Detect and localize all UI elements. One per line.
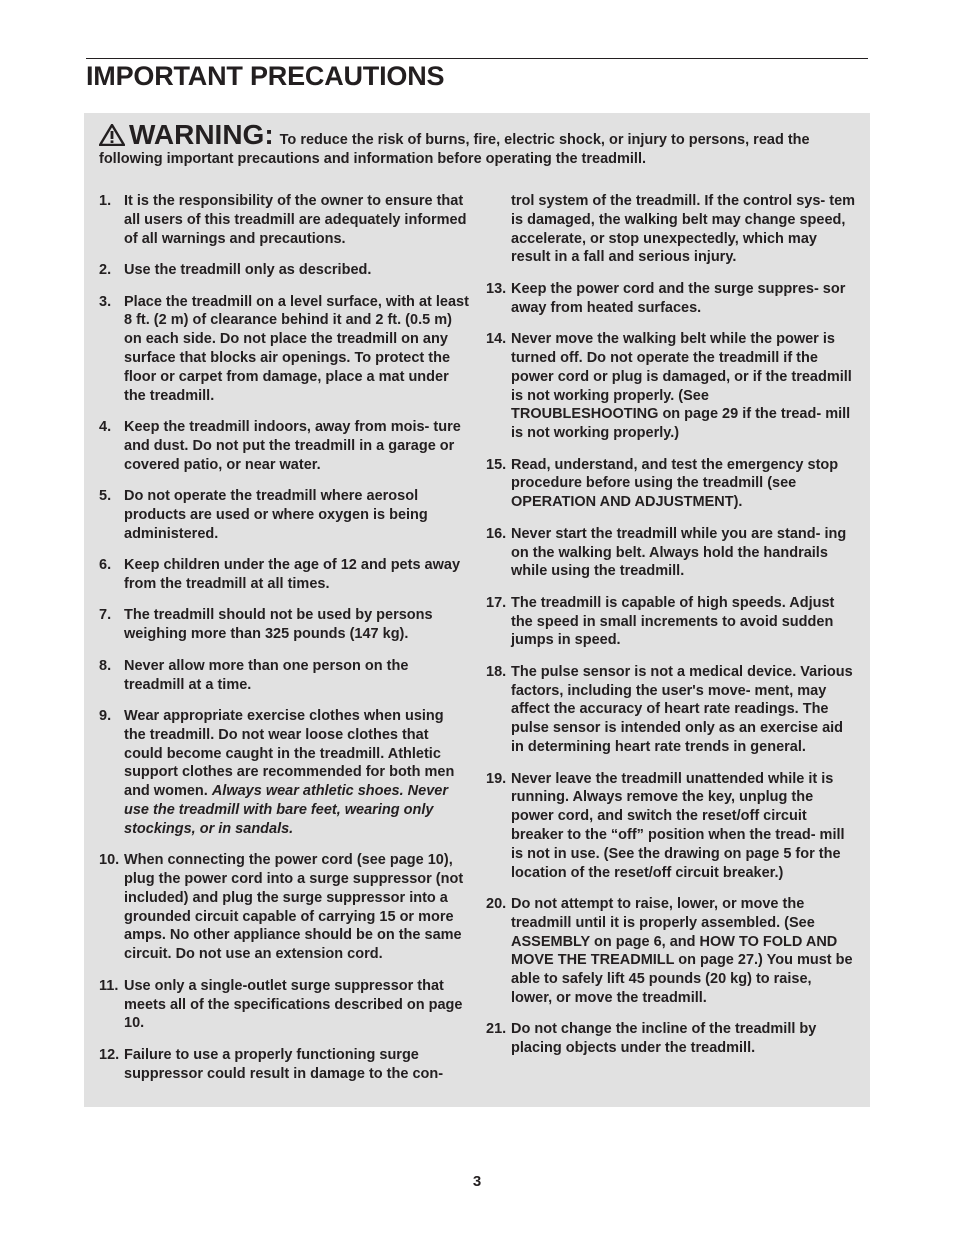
warning-header	[99, 119, 859, 169]
list-item	[99, 657, 469, 695]
list-item-text: Use only a single-outlet surge suppressor that meets all of the specifications described on page 10.	[124, 977, 463, 1032]
list-item-text: trol system of the treadmill. If the control sys- tem is damaged, the walking belt may change speed, accelerate, or stop unexpectedly, which may result in a fall and serious injury.	[511, 193, 856, 266]
list-item	[486, 770, 856, 883]
list-item	[99, 606, 469, 644]
list-item-number: 21.	[486, 1021, 507, 1038]
list-item-text: When connecting the power cord (see page 10), plug the power cord into a surge suppressor (not included) and plug the surge suppressor into a grounded circuit capable of carrying 15 or more amps. No other appliance should be on the same circuit. Do not use an extension cord.	[124, 852, 464, 963]
list-item	[99, 487, 469, 543]
list-item-text: Keep children under the age of 12 and pets away from the treadmill at all times.	[124, 557, 461, 592]
warning-panel	[84, 113, 870, 1107]
list-item	[486, 1020, 856, 1058]
list-item-number: 4.	[99, 419, 112, 436]
list-item	[99, 851, 469, 964]
list-item-number: 18.	[486, 663, 507, 680]
list-item	[99, 707, 469, 839]
list-item	[99, 418, 469, 474]
list-item-text: It is the responsibility of the owner to ensure that all users of this treadmill are adequately informed of all warnings and precautions.	[124, 193, 467, 247]
list-item-number: 19.	[486, 770, 507, 787]
list-item-text: Never leave the treadmill unattended while it is running. Always remove the key, unplug the power cord, and switch the reset/off circuit breaker to the “off” position when the tread- mill is not in use. (See the drawing on page 5 for the location of the reset/off circuit breaker.)	[511, 770, 845, 881]
list-item-number: 5.	[99, 488, 112, 505]
list-item	[99, 192, 469, 248]
list-item-emphasis: Always wear athletic shoes. Never use the treadmill with bare feet, wearing only stockings, or in sandals.	[124, 783, 448, 837]
list-item-text: Keep the treadmill indoors, away from mois- ture and dust. Do not put the treadmill in a garage or covered patio, or near water.	[124, 419, 461, 473]
list-item-number: 1.	[99, 193, 112, 209]
list-item	[99, 977, 469, 1033]
list-item-text: Keep the power cord and the surge suppres- sor away from heated surfaces.	[511, 280, 846, 316]
list-item-number: 9.	[99, 708, 112, 725]
page-number: 3	[472, 1173, 482, 1190]
list-item	[486, 525, 856, 581]
list-item	[486, 456, 856, 512]
list-item-text: The pulse sensor is not a medical device. Various factors, including the user's move- ment, may affect the accuracy of heart rate readings. The pulse sensor is intended only as an exercise aid in determining heart rate trends in general.	[511, 663, 853, 756]
list-item	[486, 280, 856, 318]
list-item	[99, 556, 469, 594]
list-item-text: Read, understand, and test the emergency stop procedure before using the treadmill (see OPERATION AND ADJUSTMENT).	[511, 456, 839, 511]
list-item-text: Never allow more than one person on the treadmill at a time.	[124, 657, 409, 693]
list-item-text: Never start the treadmill while you are stand- ing on the walking belt. Always hold the handrails while using the treadmill.	[511, 525, 847, 580]
list-item-number: 10.	[99, 852, 120, 869]
list-item-number: 13.	[486, 280, 507, 297]
list-item-number: 16.	[486, 525, 507, 542]
list-item-text: Failure to use a properly functioning surge suppressor could result in damage to the con-	[124, 1046, 444, 1082]
list-item-continuation	[486, 192, 856, 267]
list-item-number: 8.	[99, 657, 112, 674]
warning-text: To reduce the risk of burns, fire, electric shock, or injury to persons, read the following important precautions and information before operating the treadmill.	[99, 132, 810, 167]
right-column	[486, 192, 856, 1071]
list-item	[486, 895, 856, 1008]
list-item	[99, 1046, 469, 1084]
left-column	[99, 192, 469, 1096]
list-item-text: Place the treadmill on a level surface, with at least 8 ft. (2 m) of clearance behind it and 2 ft. (0.5 m) on each side. Do not place the treadmill on any surface that blocks air openings. To protect the floor or carpet from damage, place a mat under the treadmill.	[124, 293, 469, 404]
list-item-text: Do not change the incline of the treadmill by placing objects under the treadmill.	[511, 1021, 817, 1057]
list-item-number: 11.	[99, 977, 119, 994]
warning-triangle-icon	[99, 124, 125, 146]
list-item-text: Do not attempt to raise, lower, or move the treadmill until it is properly assembled. (See ASSEMBLY on page 6, and HOW TO FOLD AND MOVE THE TREADMILL on page 27.) You must be able to safely lift 45 pounds (20 kg) to raise, lower, or move the treadmill.	[511, 896, 853, 1006]
precautions-list-right	[486, 192, 856, 1058]
list-item-number: 14.	[486, 331, 507, 348]
list-item-text: The treadmill is capable of high speeds. Adjust the speed in small increments to avoid sudden jumps in speed.	[511, 594, 835, 649]
warning-label: WARNING:	[129, 119, 274, 150]
list-item-text: Do not operate the treadmill where aerosol products are used or where oxygen is being administered.	[124, 488, 428, 542]
list-item-text: The treadmill should not be used by persons weighing more than 325 pounds (147 kg).	[124, 607, 433, 643]
list-item	[99, 261, 469, 280]
list-item-text: Use the treadmill only as described.	[124, 262, 372, 279]
list-item-number: 3.	[99, 293, 112, 310]
list-item-number: 7.	[99, 607, 112, 624]
list-item	[486, 663, 856, 757]
list-item	[486, 594, 856, 650]
list-item-text: Wear appropriate exercise clothes when using the treadmill. Do not wear loose clothes that could become caught in the treadmill. Athletic support clothes are recommended for both men and women.	[124, 708, 455, 800]
list-item	[486, 330, 856, 443]
top-rule	[86, 58, 868, 59]
list-item-number: 20.	[486, 896, 507, 912]
list-item-number: 17.	[486, 594, 507, 611]
list-item	[99, 293, 469, 406]
list-item-number: 2.	[99, 262, 112, 279]
page-title: IMPORTANT PRECAUTIONS	[86, 61, 445, 91]
list-item-number: 12.	[99, 1046, 120, 1063]
list-item-number: 6.	[99, 557, 112, 574]
list-item-text: Never move the walking belt while the power is turned off. Do not operate the treadmill if the power cord or plug is damaged, or if the treadmill is not working properly. (See TROUBLESHOOTING on page 29 if the tread- mill is not working properly.)	[511, 331, 852, 442]
list-item-number: 15.	[486, 456, 507, 473]
precautions-list-left	[99, 192, 469, 1083]
